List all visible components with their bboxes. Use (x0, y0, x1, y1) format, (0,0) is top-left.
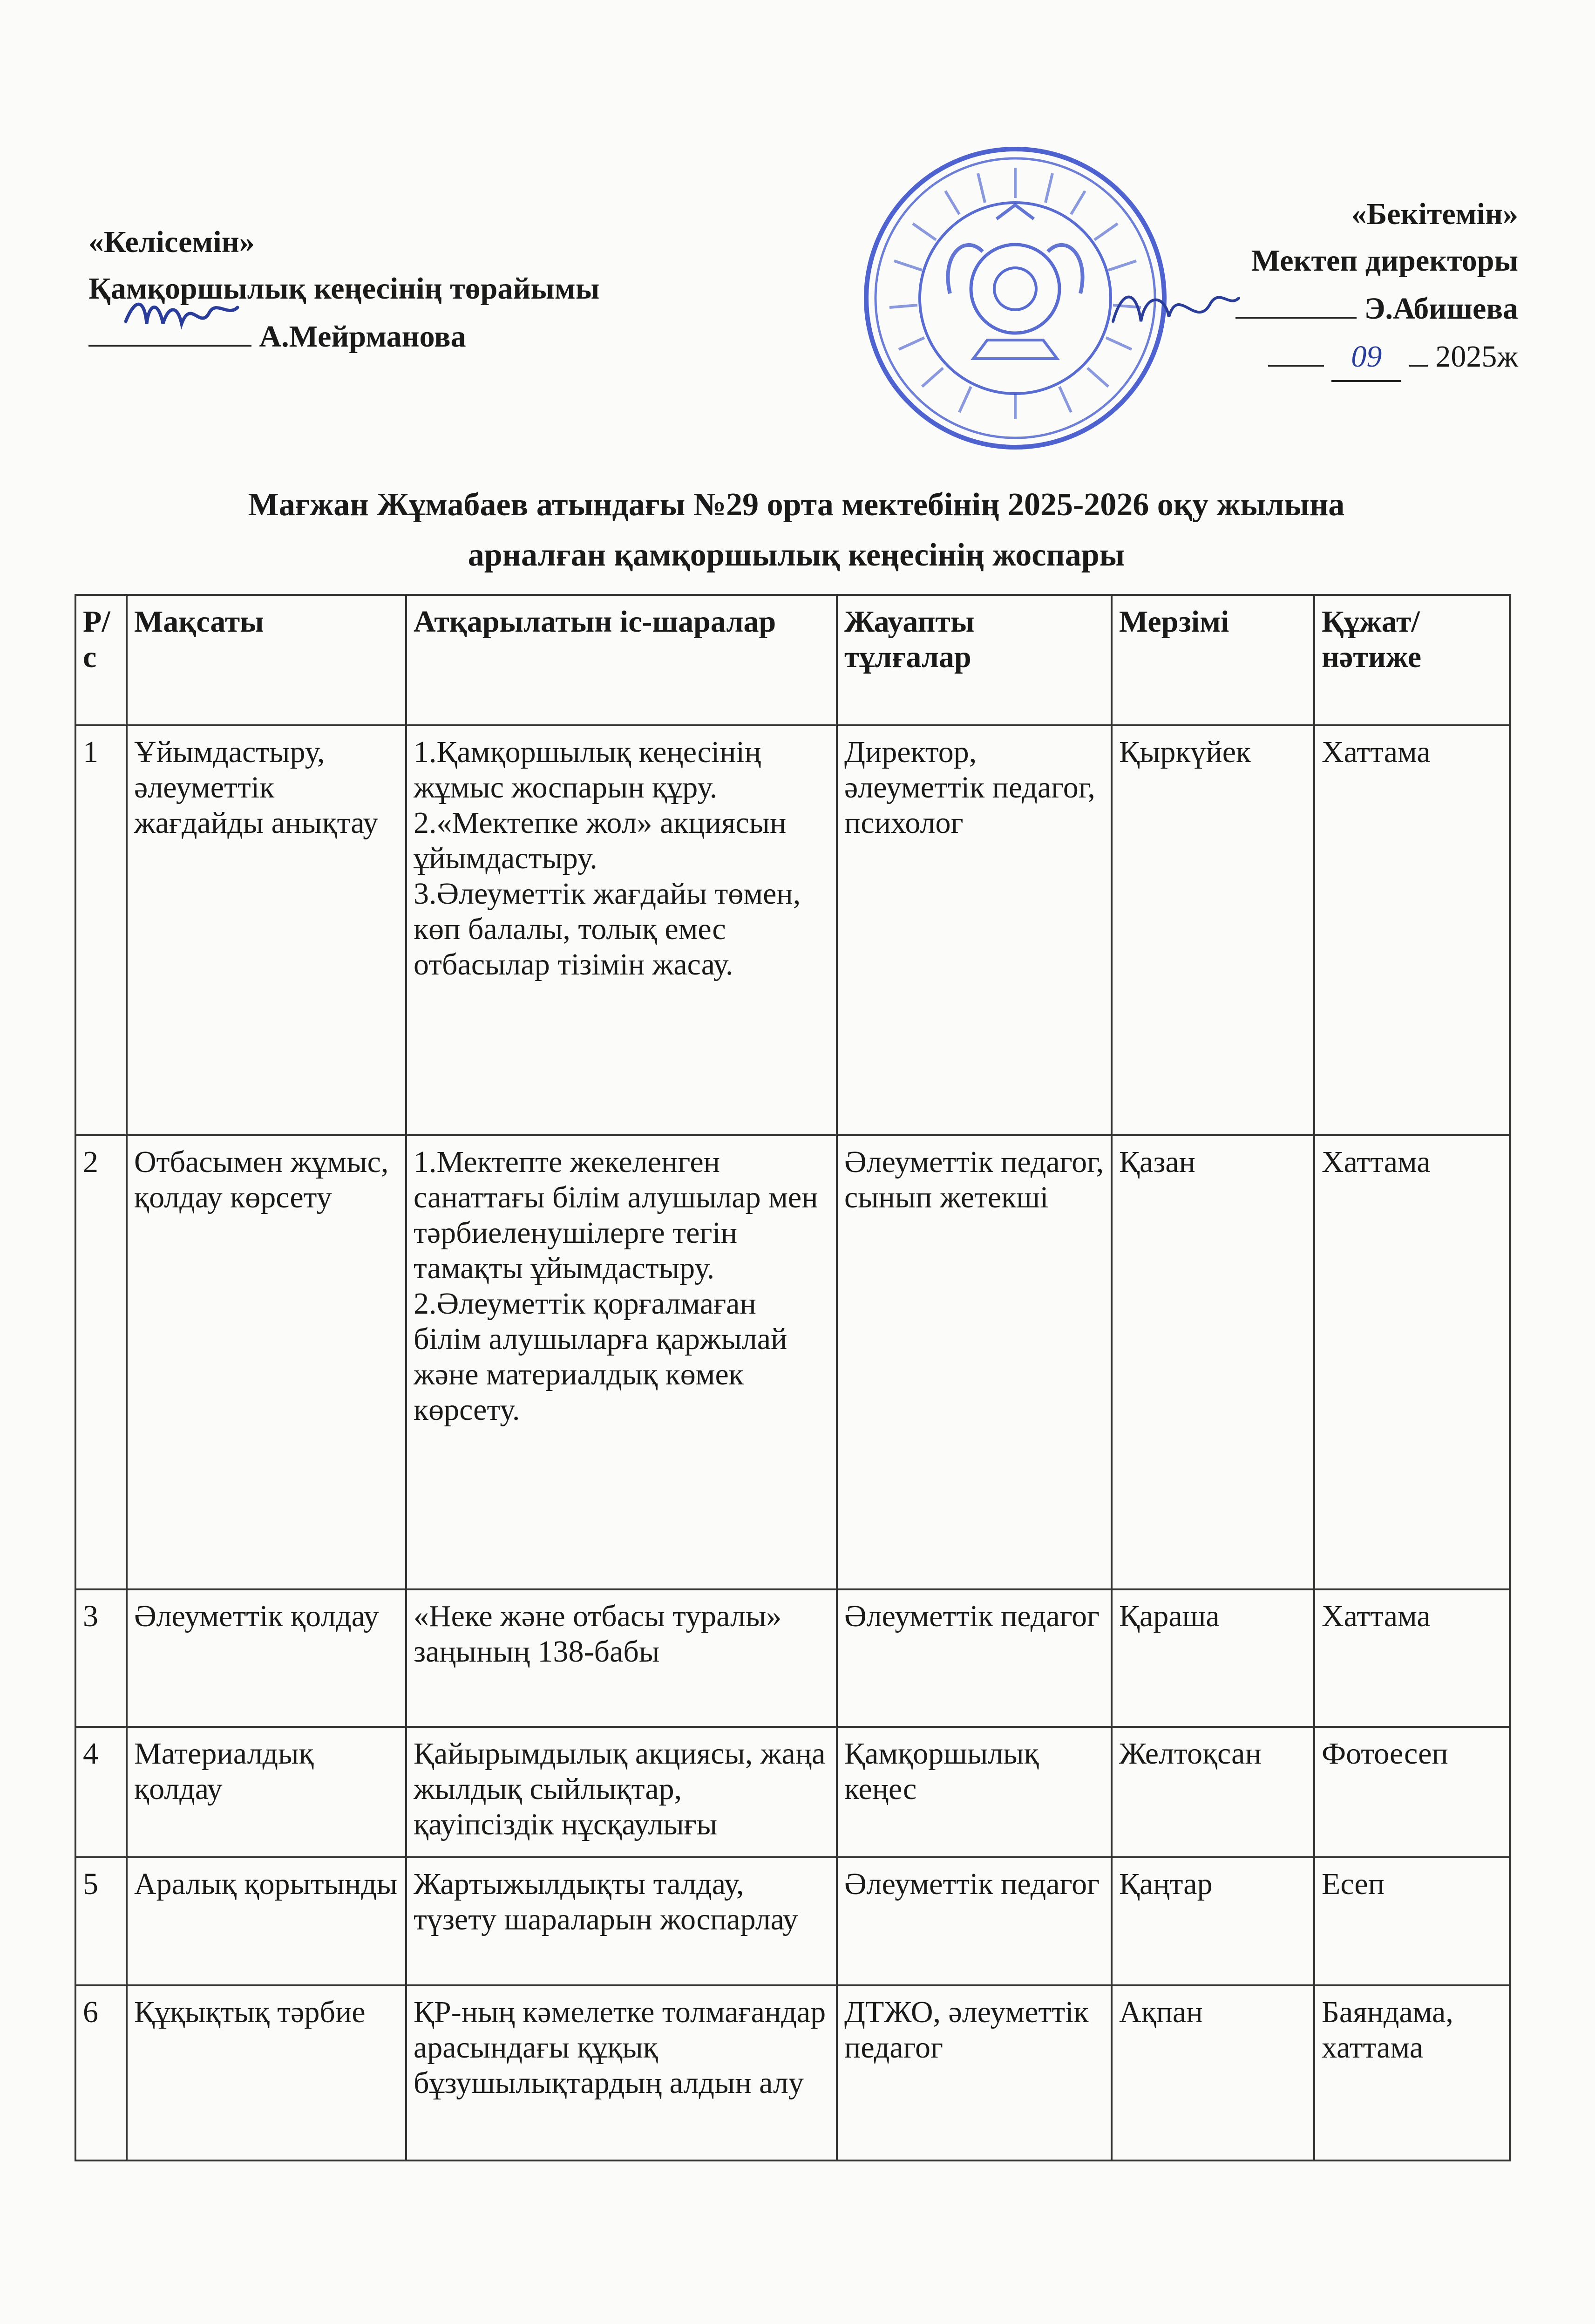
date-day-underline (1268, 332, 1324, 367)
activity-item: 2.Әлеуметтік қорғалмаған білім алушыларға қаржылай және материалдық көмек көрсету. (414, 1287, 787, 1427)
board-chair-title: Қамқоршылық кеңесінің төрайымы (88, 272, 600, 306)
cell-deadline: Желтоқсан (1112, 1727, 1314, 1857)
header-goal: Мақсаты (127, 595, 406, 725)
cell-result: Баяндама, хаттама (1314, 1985, 1510, 2160)
signature-underline (1235, 284, 1357, 319)
approved-label: «Бекітемін» (1351, 197, 1518, 231)
cell-num: 4 (75, 1727, 127, 1857)
table-header-row (75, 595, 1510, 725)
activity-item: 1.Мектепте жекеленген санаттағы білім алушылар мен тәрбиеленушілерге тегін тамақты ұйымдастыру. (414, 1145, 818, 1285)
cell-num: 5 (75, 1857, 127, 1985)
cell-deadline: Қаңтар (1112, 1857, 1314, 1985)
chair-signature-icon (121, 279, 242, 357)
table-row (75, 725, 1510, 1135)
cell-num: 1 (75, 725, 127, 1135)
cell-deadline: Қараша (1112, 1589, 1314, 1727)
activity-item: 3.Әлеуметтік жағдайы төмен, көп балалы, толық емес отбасылар тізімін жасау. (414, 877, 801, 981)
cell-activities: Қайырымдылық акциясы, жаңа жылдық сыйлықтар, қауіпсіздік нұсқаулығы (406, 1727, 837, 1857)
cell-responsible: Директор, әлеуметтік педагог, психолог (837, 725, 1112, 1135)
title-line-1: Мағжан Жұмабаев атындағы №29 орта мектебінің 2025-2026 оқу жылына (248, 487, 1345, 523)
chair-name: А.Мейрманова (259, 320, 466, 354)
table-row (75, 1727, 1510, 1857)
title-line-2: арналған қамқоршылық кеңесінің жоспары (468, 537, 1125, 573)
plan-table (75, 594, 1511, 2161)
director-signature-icon (1104, 275, 1243, 357)
cell-goal: Құқықтық тәрбие (127, 1985, 406, 2160)
cell-result: Хаттама (1314, 1135, 1510, 1589)
cell-result: Фотоесеп (1314, 1727, 1510, 1857)
cell-result: Есеп (1314, 1857, 1510, 1985)
cell-responsible: Әлеуметтік педагог, сынып жетекші (837, 1135, 1112, 1589)
cell-activities: Жартыжылдықты талдау, түзету шараларын жоспарлау (406, 1857, 837, 1985)
cell-responsible: Әлеуметтік педагог (837, 1857, 1112, 1985)
director-name: Э.Абишева (1364, 292, 1518, 326)
date-gap-underline (1409, 332, 1428, 367)
cell-responsible: ДТЖО, әлеуметтік педагог (837, 1985, 1112, 2160)
cell-goal: Әлеуметтік қолдау (127, 1589, 406, 1727)
header-result: Құжат/ нәтиже (1314, 595, 1510, 725)
table-row (75, 1589, 1510, 1727)
cell-activities: ҚР-ның кәмелетке толмағандар арасындағы құқық бұзушылықтардың алдын алу (406, 1985, 837, 2160)
cell-deadline: Қазан (1112, 1135, 1314, 1589)
cell-responsible: Қамқоршылық кеңес (837, 1727, 1112, 1857)
cell-num: 6 (75, 1985, 127, 2160)
table-row (75, 1857, 1510, 1985)
header-responsible: Жауапты тұлғалар (837, 595, 1112, 725)
header-activities: Атқарылатын іс-шаралар (406, 595, 837, 725)
cell-deadline: Ақпан (1112, 1985, 1314, 2160)
activity-item: 1.Қамқоршылық кеңесінің жұмыс жоспарын құру. (414, 735, 761, 804)
cell-deadline: Қыркүйек (1112, 725, 1314, 1135)
cell-result: Хаттама (1314, 725, 1510, 1135)
cell-activities: «Неке және отбасы туралы» заңының 138-бабы (406, 1589, 837, 1727)
cell-goal: Аралық қорытынды (127, 1857, 406, 1985)
cell-result: Хаттама (1314, 1589, 1510, 1727)
date-month: 09 (1331, 334, 1401, 382)
header-num: Р/с (75, 595, 127, 725)
cell-num: 3 (75, 1589, 127, 1727)
date-year: 2025ж (1435, 340, 1518, 374)
cell-goal: Ұйымдастыру, әлеуметтік жағдайды анықтау (127, 725, 406, 1135)
agreed-label: «Келісемін» (88, 225, 255, 259)
cell-goal: Материалдық қолдау (127, 1727, 406, 1857)
table-row (75, 1985, 1510, 2160)
activity-item: 2.«Мектепке жол» акциясын ұйымдастыру. (414, 806, 787, 875)
cell-responsible: Әлеуметтік педагог (837, 1589, 1112, 1727)
cell-activities (406, 725, 837, 1135)
header-deadline: Мерзімі (1112, 595, 1314, 725)
table-row (75, 1135, 1510, 1589)
director-title: Мектеп директоры (1251, 244, 1518, 278)
cell-activities (406, 1135, 837, 1589)
document-title (84, 480, 1509, 580)
cell-goal: Отбасымен жұмыс, қолдау көрсету (127, 1135, 406, 1589)
cell-num: 2 (75, 1135, 127, 1589)
